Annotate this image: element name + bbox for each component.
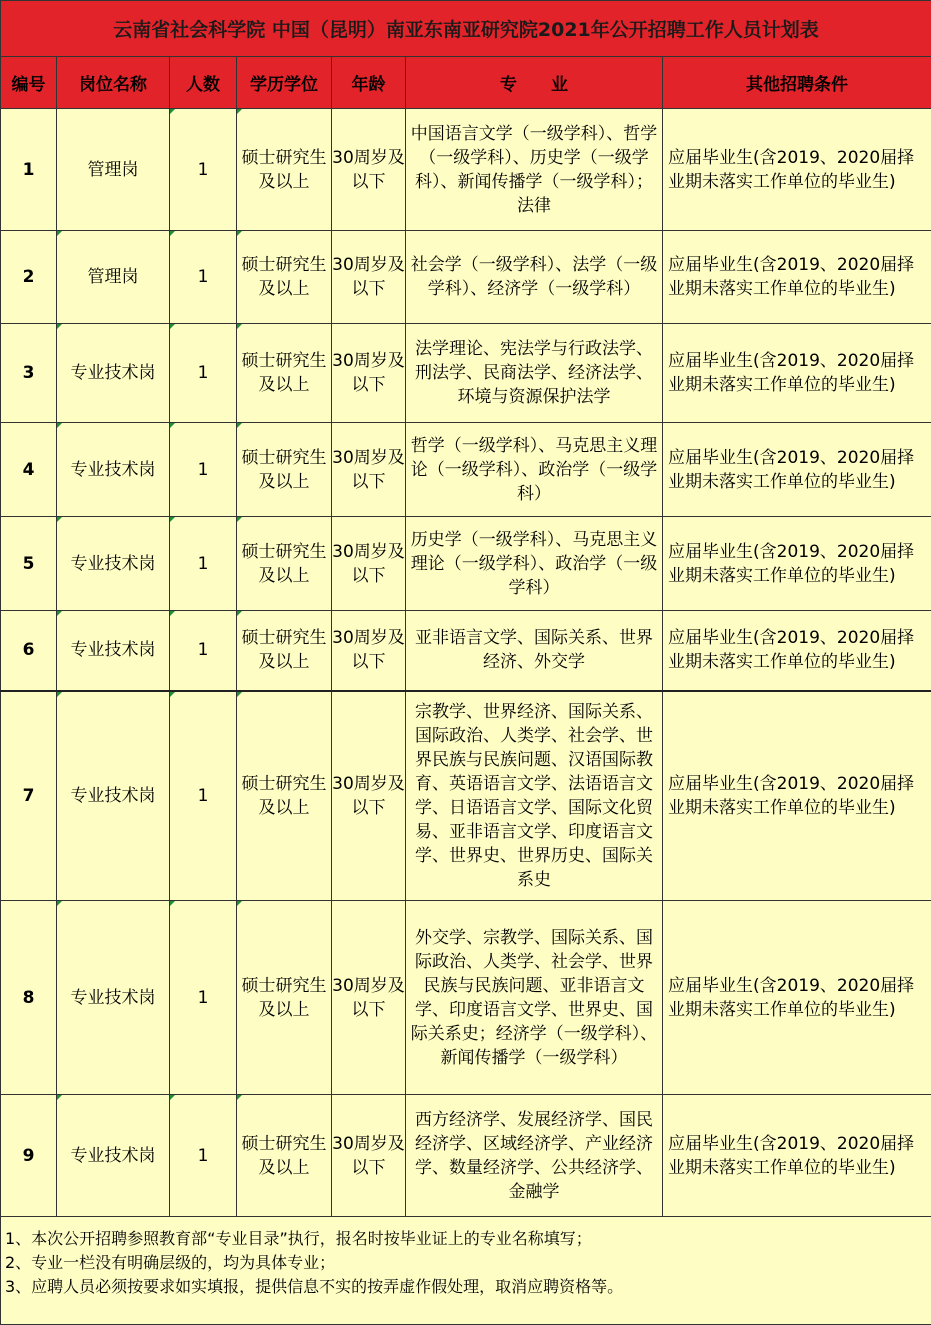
table-row <box>1 611 931 691</box>
header-row <box>1 57 931 109</box>
row-number: 5 <box>1 517 57 611</box>
comment-marker-icon <box>170 1095 175 1100</box>
table-row <box>1 691 931 901</box>
row-major: 宗教学、世界经济、国际关系、国际政治、人类学、社会学、世界民族与民族问题、汉语国际教育、英语语言文学、法语语言文学、日语语言文学、国际文化贸易、亚非语言文学、印度语言文学、世界史、世界历史、国际关系史 <box>406 691 663 901</box>
table-row <box>1 109 931 231</box>
row-degree-text: 硕士研究生及以上 <box>242 1134 327 1178</box>
table-row <box>1 901 931 1095</box>
row-degree <box>237 517 332 611</box>
row-count <box>170 324 237 423</box>
row-condition: 应届毕业生(含2019、2020届择业期未落实工作单位的毕业生) <box>663 109 931 231</box>
row-position <box>57 423 170 517</box>
comment-marker-icon <box>170 423 175 428</box>
table-title: 云南省社会科学院 中国（昆明）南亚东南亚研究院2021年公开招聘工作人员计划表 <box>1 1 931 57</box>
row-count <box>170 611 237 691</box>
row-age: 30周岁及以下 <box>332 231 406 324</box>
row-position-text: 专业技术岗 <box>71 554 156 574</box>
row-number: 7 <box>1 691 57 901</box>
comment-marker-icon <box>57 901 62 906</box>
comment-marker-icon <box>170 231 175 236</box>
row-age: 30周岁及以下 <box>332 423 406 517</box>
row-count <box>170 691 237 901</box>
row-condition: 应届毕业生(含2019、2020届择业期未落实工作单位的毕业生) <box>663 423 931 517</box>
row-condition: 应届毕业生(含2019、2020届择业期未落实工作单位的毕业生) <box>663 231 931 324</box>
row-position <box>57 231 170 324</box>
comment-marker-icon <box>170 324 175 329</box>
row-age: 30周岁及以下 <box>332 324 406 423</box>
row-position <box>57 109 170 231</box>
row-position-text: 专业技术岗 <box>71 460 156 480</box>
comment-marker-icon <box>170 517 175 522</box>
row-major: 哲学（一级学科）、马克思主义理论（一级学科）、政治学（一级学科） <box>406 423 663 517</box>
row-condition: 应届毕业生(含2019、2020届择业期未落实工作单位的毕业生) <box>663 901 931 1095</box>
row-age: 30周岁及以下 <box>332 901 406 1095</box>
comment-marker-icon <box>57 231 62 236</box>
row-count <box>170 423 237 517</box>
comment-marker-icon <box>237 517 242 522</box>
row-count <box>170 1095 237 1217</box>
row-age: 30周岁及以下 <box>332 109 406 231</box>
note-line: 3、应聘人员必须按要求如实填报，提供信息不实的按弄虚作假处理，取消应聘资格等。 <box>5 1275 927 1299</box>
comment-marker-icon <box>237 109 242 114</box>
comment-marker-icon <box>237 423 242 428</box>
row-position <box>57 691 170 901</box>
row-count-text: 1 <box>198 554 209 574</box>
comment-marker-icon <box>57 517 62 522</box>
row-condition: 应届毕业生(含2019、2020届择业期未落实工作单位的毕业生) <box>663 611 931 691</box>
comment-marker-icon <box>237 1095 242 1100</box>
row-major: 中国语言文学（一级学科）、哲学（一级学科）、历史学（一级学科）、新闻传播学（一级学科）；法律 <box>406 109 663 231</box>
row-count-text: 1 <box>198 363 209 383</box>
row-count-text: 1 <box>198 640 209 660</box>
row-degree-text: 硕士研究生及以上 <box>242 351 327 395</box>
row-number: 1 <box>1 109 57 231</box>
header-age: 年龄 <box>332 57 406 109</box>
row-major: 法学理论、宪法学与行政法学、刑法学、民商法学、经济法学、环境与资源保护法学 <box>406 324 663 423</box>
row-degree <box>237 901 332 1095</box>
row-number: 4 <box>1 423 57 517</box>
row-degree <box>237 1095 332 1217</box>
row-count-text: 1 <box>198 988 209 1008</box>
row-degree <box>237 109 332 231</box>
row-condition: 应届毕业生(含2019、2020届择业期未落实工作单位的毕业生) <box>663 324 931 423</box>
row-position <box>57 1095 170 1217</box>
row-position-text: 专业技术岗 <box>71 640 156 660</box>
row-count-text: 1 <box>198 460 209 480</box>
comment-marker-icon <box>237 324 242 329</box>
row-position-text: 管理岗 <box>88 160 139 180</box>
header-count: 人数 <box>170 57 237 109</box>
row-position <box>57 611 170 691</box>
row-age: 30周岁及以下 <box>332 611 406 691</box>
row-position <box>57 517 170 611</box>
row-number: 3 <box>1 324 57 423</box>
row-age: 30周岁及以下 <box>332 517 406 611</box>
row-degree-text: 硕士研究生及以上 <box>242 976 327 1020</box>
row-condition: 应届毕业生(含2019、2020届择业期未落实工作单位的毕业生) <box>663 517 931 611</box>
row-number: 8 <box>1 901 57 1095</box>
comment-marker-icon <box>170 109 175 114</box>
comment-marker-icon <box>57 1095 62 1100</box>
row-major: 亚非语言文学、国际关系、世界经济、外交学 <box>406 611 663 691</box>
row-age: 30周岁及以下 <box>332 691 406 901</box>
row-position <box>57 901 170 1095</box>
row-position-text: 专业技术岗 <box>71 786 156 806</box>
row-degree <box>237 423 332 517</box>
row-degree-text: 硕士研究生及以上 <box>242 774 327 818</box>
row-degree <box>237 611 332 691</box>
comment-marker-icon <box>170 692 175 697</box>
row-age: 30周岁及以下 <box>332 1095 406 1217</box>
table-row <box>1 1095 931 1217</box>
comment-marker-icon <box>237 901 242 906</box>
row-number: 6 <box>1 611 57 691</box>
row-position-text: 管理岗 <box>88 267 139 287</box>
comment-marker-icon <box>170 611 175 616</box>
row-position-text: 专业技术岗 <box>71 988 156 1008</box>
notes-cell <box>1 1217 931 1325</box>
row-degree-text: 硕士研究生及以上 <box>242 628 327 672</box>
row-position-text: 专业技术岗 <box>71 363 156 383</box>
row-count-text: 1 <box>198 786 209 806</box>
header-degree: 学历学位 <box>237 57 332 109</box>
row-degree-text: 硕士研究生及以上 <box>242 542 327 586</box>
comment-marker-icon <box>57 324 62 329</box>
row-major: 外交学、宗教学、国际关系、国际政治、人类学、社会学、世界民族与民族问题、亚非语言文学、印度语言文学、世界史、国际关系史；经济学（一级学科）、新闻传播学（一级学科） <box>406 901 663 1095</box>
comment-marker-icon <box>237 231 242 236</box>
row-condition: 应届毕业生(含2019、2020届择业期未落实工作单位的毕业生) <box>663 1095 931 1217</box>
row-degree <box>237 324 332 423</box>
row-number: 2 <box>1 231 57 324</box>
row-degree <box>237 231 332 324</box>
table-row <box>1 324 931 423</box>
comment-marker-icon <box>57 611 62 616</box>
row-count-text: 1 <box>198 1146 209 1166</box>
note-line: 2、专业一栏没有明确层级的，均为具体专业； <box>5 1251 927 1275</box>
row-degree-text: 硕士研究生及以上 <box>242 255 327 299</box>
row-major: 西方经济学、发展经济学、国民经济学、区域经济学、产业经济学、数量经济学、公共经济学、金融学 <box>406 1095 663 1217</box>
row-position-text: 专业技术岗 <box>71 1146 156 1166</box>
row-degree <box>237 691 332 901</box>
row-count-text: 1 <box>198 160 209 180</box>
header-condition: 其他招聘条件 <box>663 57 931 109</box>
row-count <box>170 231 237 324</box>
row-position <box>57 324 170 423</box>
comment-marker-icon <box>57 692 62 697</box>
table-row <box>1 231 931 324</box>
notes-row <box>1 1217 931 1325</box>
header-major: 专 业 <box>406 57 663 109</box>
comment-marker-icon <box>57 423 62 428</box>
header-no: 编号 <box>1 57 57 109</box>
row-count <box>170 109 237 231</box>
row-count <box>170 517 237 611</box>
row-count <box>170 901 237 1095</box>
row-number: 9 <box>1 1095 57 1217</box>
note-line: 1、本次公开招聘参照教育部“专业目录”执行，报名时按毕业证上的专业名称填写； <box>5 1227 927 1251</box>
table-row <box>1 517 931 611</box>
row-count-text: 1 <box>198 267 209 287</box>
header-position: 岗位名称 <box>57 57 170 109</box>
row-condition: 应届毕业生(含2019、2020届择业期未落实工作单位的毕业生) <box>663 691 931 901</box>
row-degree-text: 硕士研究生及以上 <box>242 448 327 492</box>
comment-marker-icon <box>237 692 242 697</box>
table-row <box>1 423 931 517</box>
comment-marker-icon <box>170 901 175 906</box>
comment-marker-icon <box>237 611 242 616</box>
row-degree-text: 硕士研究生及以上 <box>242 148 327 192</box>
row-major: 社会学（一级学科）、法学（一级学科）、经济学（一级学科） <box>406 231 663 324</box>
row-major: 历史学（一级学科）、马克思主义理论（一级学科）、政治学（一级学科） <box>406 517 663 611</box>
